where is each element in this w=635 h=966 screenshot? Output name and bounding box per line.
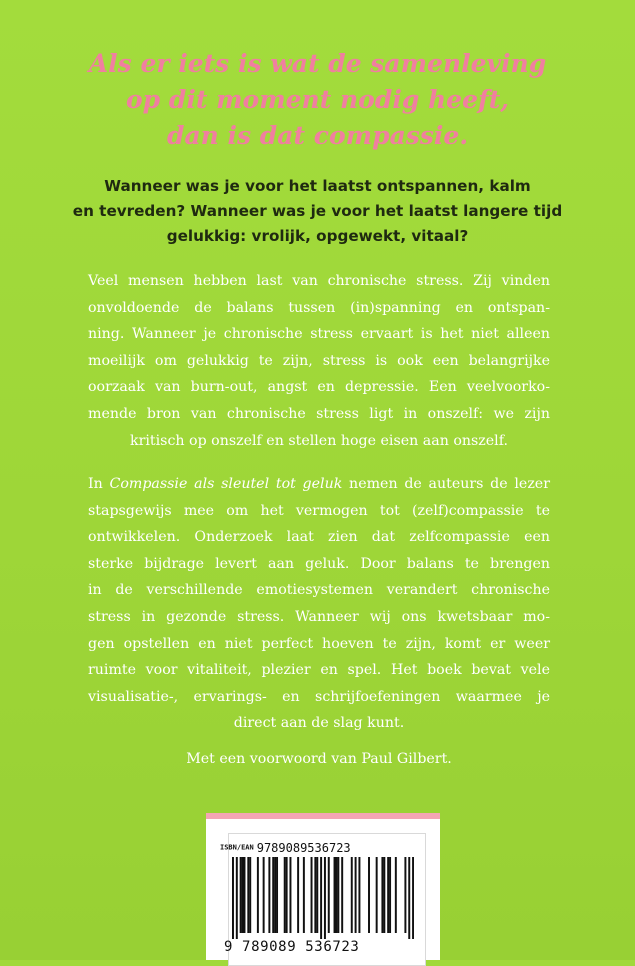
barcode-bar	[404, 857, 406, 933]
barcode-bar	[355, 857, 357, 933]
foreword-credit: Met een voorwoord van Paul Gilbert.	[186, 751, 452, 767]
body-paragraph-2	[88, 471, 550, 737]
quote-line: Als er iets is wat de samenleving	[88, 49, 547, 78]
barcode-bar	[243, 857, 245, 933]
body-line: Veel mensen hebben last van chronische stress. Zij vinden	[88, 273, 550, 289]
pull-quote	[60, 46, 575, 154]
barcode-bar	[383, 857, 385, 933]
body-line: kritisch op onszelf en stellen hoge eisen aan onszelf.	[130, 432, 508, 449]
barcode-bar	[337, 857, 339, 933]
barcode-bar	[236, 857, 238, 939]
body-line: oorzaak van burn-out, angst en depressie. Een veelvoorko-	[88, 379, 550, 396]
body-line: mende bron van chronische stress ligt in onszelf: we zijn	[88, 405, 550, 422]
barcode-bar	[376, 857, 378, 933]
lead-question	[60, 174, 575, 249]
barcode-bar	[316, 857, 318, 933]
barcode-bar	[324, 857, 326, 939]
body-line-first	[88, 471, 550, 498]
lead-line: Wanneer was je voor het laatst ontspannen, kalm	[104, 177, 531, 195]
barcode-bar	[268, 857, 270, 933]
body-line: direct aan de slag kunt.	[233, 715, 405, 732]
body-line: in de verschillende emotiesystemen verandert chronische	[88, 582, 550, 599]
isbn-label: ISBN/EAN	[220, 843, 254, 852]
body-line: gen opstellen en niet perfect hoeven te zijn, komt er weer	[88, 635, 550, 652]
barcode-bar	[381, 857, 383, 933]
barcode-bar	[247, 857, 249, 933]
barcode-bar	[358, 857, 360, 933]
barcode-bar	[289, 857, 291, 933]
body-prefix: In	[88, 476, 110, 492]
body-line: visualisatie-, ervarings- en schrijfoefeningen waarmee je	[88, 688, 550, 705]
barcode-bar	[249, 857, 251, 933]
barcode-bar	[314, 857, 316, 933]
barcode-bar	[263, 857, 265, 933]
isbn-row	[220, 837, 420, 855]
lead-line: en tevreden? Wanneer was je voor het laatst langere tijd	[72, 202, 563, 220]
body-line: ruimte voor vitaliteit, plezier en spel. Het boek bevat vele	[88, 662, 550, 679]
barcode-bar	[303, 857, 305, 933]
barcode-sticker	[206, 813, 440, 960]
barcode-bar	[387, 857, 389, 933]
body-line: stress in gezonde stress. Wanneer wij ons kwetsbaar mo-	[88, 608, 550, 625]
barcode-bar	[240, 857, 242, 933]
body-line: ontwikkelen. Onderzoek laat zien dat zelfcompassie een	[88, 529, 550, 546]
barcode-bars	[232, 857, 414, 939]
barcode-bar	[395, 857, 397, 933]
barcode-bar	[284, 857, 286, 933]
barcode-bar	[368, 857, 370, 933]
barcode-bar	[335, 857, 337, 933]
barcode-bar	[286, 857, 288, 933]
barcode-bar	[272, 857, 274, 933]
barcode-bar	[408, 857, 410, 939]
isbn-value: 9789089536723	[256, 840, 351, 855]
barcode-bar	[334, 857, 336, 933]
barcode-bar	[242, 857, 244, 933]
quote-line: op dit moment nodig heeft,	[125, 85, 509, 114]
barcode-bar	[328, 857, 330, 933]
barcode-bar	[389, 857, 391, 933]
body-paragraph-1	[88, 268, 550, 454]
barcode-bar	[232, 857, 234, 939]
quote-line: dan is dat compassie.	[166, 121, 469, 150]
body-line: stapsgewijs mee om het vermogen tot (zelf)compassie te	[88, 502, 550, 519]
barcode-bar	[351, 857, 353, 933]
barcode-bar	[412, 857, 414, 939]
lead-line: gelukkig: vrolijk, opgewekt, vitaal?	[166, 227, 469, 245]
barcode-bar	[276, 857, 278, 933]
body-line: moeilijk om gelukkig te zijn, stress is ook een belangrijke	[88, 352, 550, 369]
barcode-digits: 9 789089 536723	[224, 939, 360, 955]
barcode-bar	[311, 857, 313, 933]
body-suffix: nemen de auteurs de lezer	[342, 476, 550, 492]
barcode-bar	[320, 857, 322, 939]
book-title: Compassie als sleutel tot geluk	[109, 476, 343, 492]
barcode-bar	[274, 857, 276, 933]
barcode-bar	[257, 857, 259, 933]
body-line: onvoldoende de balans tussen (in)spanning en ontspan-	[88, 299, 550, 316]
barcode-bar	[297, 857, 299, 933]
body-line: sterke bijdrage levert aan geluk. Door balans te brengen	[88, 555, 550, 572]
barcode-bar	[341, 857, 343, 933]
body-line: ning. Wanneer je chronische stress ervaart is het niet alleen	[88, 326, 550, 343]
